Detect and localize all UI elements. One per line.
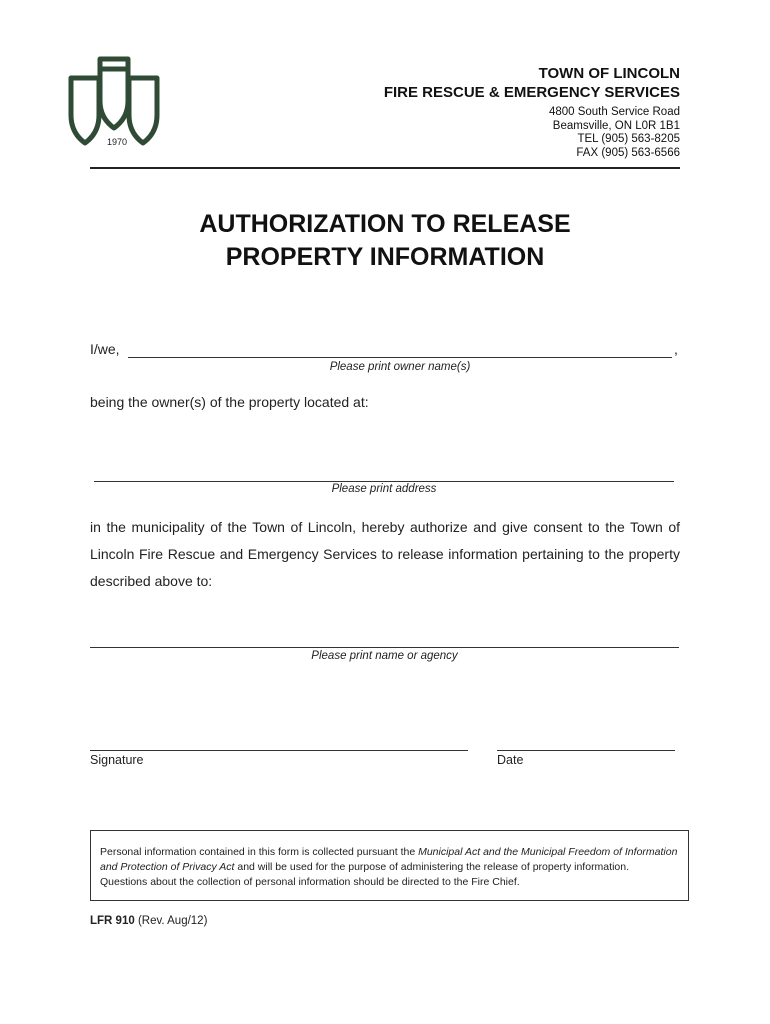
signature-label: Signature <box>90 753 144 767</box>
date-field[interactable] <box>497 750 675 751</box>
form-identifier <box>90 915 207 927</box>
owner-suffix: , <box>674 341 678 357</box>
owner-name-caption: Please print owner name(s) <box>329 361 471 373</box>
title-line2: PROPERTY INFORMATION <box>225 243 545 271</box>
recipient-field[interactable] <box>90 647 679 648</box>
recipient-caption: Please print name or agency <box>311 650 458 662</box>
organization-address <box>549 106 680 160</box>
address-line2: Beamsville, ON L0R 1B1 <box>552 119 680 132</box>
title-line1: AUTHORIZATION TO RELEASE <box>199 210 571 238</box>
owner-name-field[interactable] <box>128 357 672 358</box>
phone-number: TEL (905) 563-8205 <box>577 133 680 145</box>
logo-year: 1970 <box>107 137 128 147</box>
property-address-caption: Please print address <box>331 483 437 495</box>
privacy-notice <box>90 830 689 901</box>
org-name-line2: FIRE RESCUE & EMERGENCY SERVICES <box>383 84 680 101</box>
org-name-line1: TOWN OF LINCOLN <box>538 65 680 82</box>
property-address-field[interactable] <box>94 481 674 482</box>
notice-text-2: and will be used for the purpose of administering the release of property information. Questions about the collection of personal information should be directed to the Fire Chief. <box>100 861 629 888</box>
organization-name <box>384 64 680 102</box>
notice-text-1: Personal information contained in this form is collected pursuant the <box>100 846 419 858</box>
form-title <box>90 208 680 274</box>
header-divider <box>90 167 680 169</box>
form-code: LFR 910 <box>90 915 135 927</box>
form-revision: (Rev. Aug/12) <box>134 915 208 927</box>
signature-field[interactable] <box>90 750 468 751</box>
owner-prefix: I/we, <box>90 341 120 357</box>
property-intro: being the owner(s) of the property located at: <box>90 394 369 410</box>
fax-number: FAX (905) 563-6566 <box>576 146 680 159</box>
consent-paragraph: in the municipality of the Town of Lincoln, hereby authorize and give consent to the Town of Lincoln Fire Rescue and Emergency Services to release information pertaining to the property described above to: <box>90 519 680 589</box>
notice-act-names: Municipal Act and the Municipal Freedom of Information and Protection of Privacy Act <box>100 846 678 873</box>
date-label: Date <box>497 753 524 767</box>
address-line1: 4800 South Service Road <box>548 106 680 118</box>
